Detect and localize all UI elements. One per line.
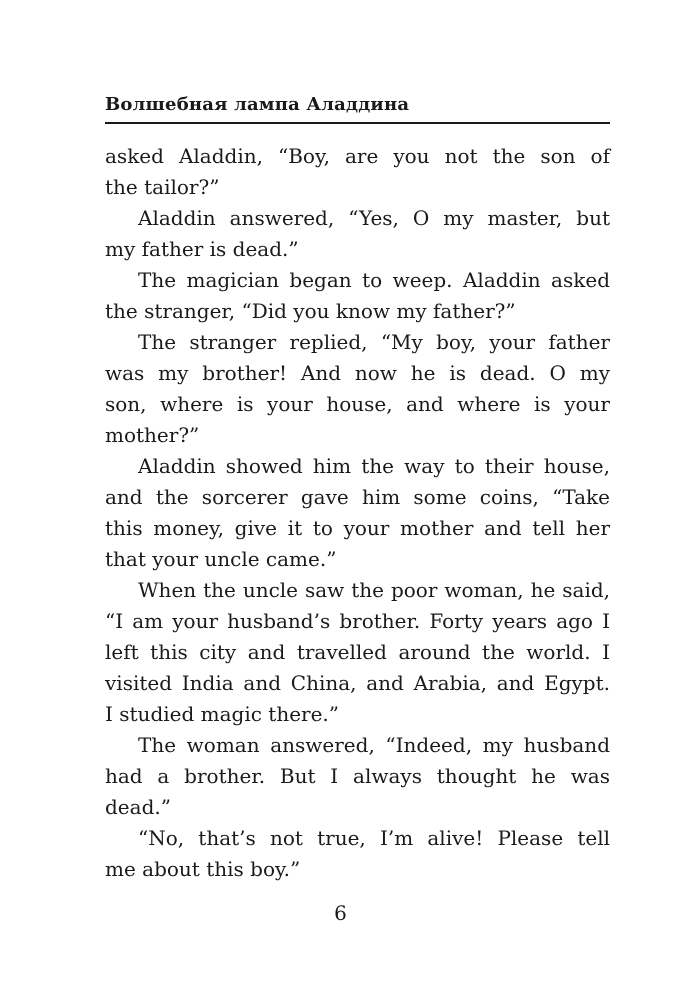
text-line: me about this boy.” (105, 857, 301, 881)
body-text (105, 141, 610, 885)
text-line: this money, give it to your mother and tell her (105, 516, 610, 540)
text-line: was my brother! And now he is dead. O my (105, 361, 610, 385)
text-line: asked Aladdin, “Boy, are you not the son of (105, 144, 610, 168)
text-line: The woman answered, “Indeed, my husband (138, 733, 610, 757)
text-line: “I am your husband’s brother. Forty years ago I (105, 609, 610, 633)
text-line: Aladdin answered, “Yes, O my master, but (138, 206, 610, 230)
text-line: When the uncle saw the poor woman, he said, (138, 578, 610, 602)
text-line: the stranger, “Did you know my father?” (105, 299, 516, 323)
page-number: 6 (334, 901, 347, 925)
text-line: and the sorcerer gave him some coins, “Take (105, 485, 610, 509)
text-line: the tailor?” (105, 175, 220, 199)
text-line: dead.” (105, 795, 171, 819)
text-line: mother?” (105, 423, 200, 447)
text-line: “No, that’s not true, I’m alive! Please tell (138, 826, 610, 850)
text-line: son, where is your house, and where is your (105, 392, 610, 416)
text-line: had a brother. But I always thought he was (105, 764, 610, 788)
text-line: The magician began to weep. Aladdin asked (138, 268, 610, 292)
text-line: Aladdin showed him the way to their house, (138, 454, 610, 478)
text-line: my father is dead.” (105, 237, 299, 261)
text-line: The stranger replied, “My boy, your father (138, 330, 610, 354)
book-title: Волшебная лампа Аладдина (105, 94, 410, 115)
running-header (105, 92, 610, 124)
text-line: that your uncle came.” (105, 547, 337, 571)
text-line: left this city and travelled around the world. I (105, 640, 610, 664)
text-line: I studied magic there.” (105, 702, 340, 726)
text-line: visited India and China, and Arabia, and Egypt. (105, 671, 610, 695)
